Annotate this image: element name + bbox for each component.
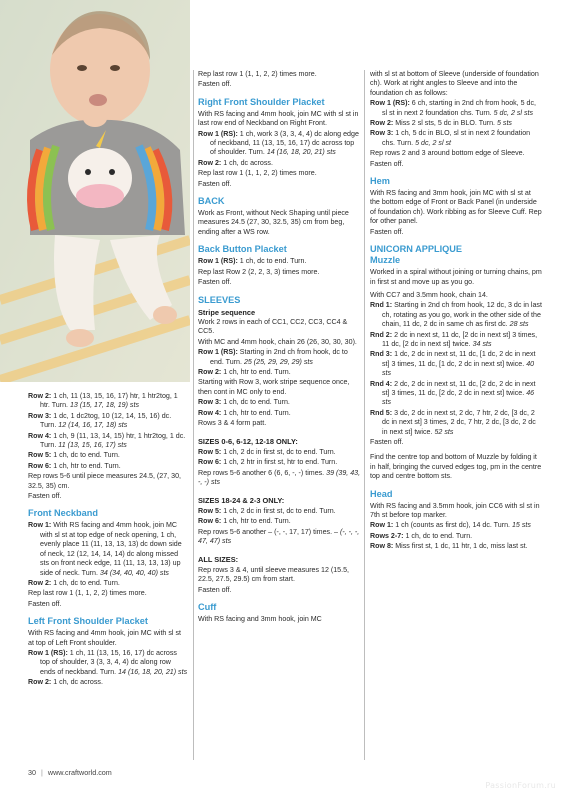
footer-url: www.craftworld.com xyxy=(47,768,112,777)
repeat-text: Rep last row 1 (1, 1, 2, 2) times more. xyxy=(198,70,317,78)
column-3 xyxy=(370,70,542,553)
pattern-row: Row 3: 1 ch, 5 dc in BLO, sl st in next 2 foundation chs. Turn. 5 dc, 2 sl st xyxy=(370,129,531,147)
pattern-row: Row 6: 1 ch, htr to end. Turn. xyxy=(198,517,291,526)
baby-photo xyxy=(0,0,190,382)
pattern-row: Row 2: 1 ch, dc across. xyxy=(28,678,103,687)
pattern-row: Row 1 (RS): 6 ch, starting in 2nd ch from hook, 5 dc, sl st in next 2 foundation chs. Turn. 5 dc, 2 sl sts xyxy=(370,99,537,117)
fasten-text: Fasten off. xyxy=(198,585,232,594)
pattern-row: Row 3: 1 dc, 1 dc2tog, 10 (12, 14, 15, 16) dc. Turn. 12 (14, 16, 17, 18) sts xyxy=(28,411,172,430)
pattern-row: Row 1 (RS): 1 ch, dc to end. Turn. xyxy=(198,257,307,266)
repeat-text: Rep rows 5-6 another 6 (6, 6, -, -) times. 39 (39, 43, -, -) sts xyxy=(198,468,361,486)
pattern-row: Row 1 (RS): Starting in 2nd ch from hook, dc to end. Turn. 25 (25, 29, 29, 29) sts xyxy=(198,348,348,366)
body-text: With RS facing and 3mm hook, join MC xyxy=(198,615,322,624)
section-title: UNICORN APPLIQUE xyxy=(370,244,463,255)
pattern-row: Row 4: 1 ch, 9 (11, 13, 14, 15) htr, 1 htr2tog, 1 dc. Turn. 11 (13, 15, 16, 17) sts xyxy=(28,431,186,450)
intro-text: With RS facing and 3.5mm hook, join CC6 with sl st in 7th st before top marker. xyxy=(370,501,540,520)
fasten-text: Fasten off. xyxy=(370,227,404,236)
body-text: Rows 3 & 4 form patt. xyxy=(198,418,267,427)
pattern-row: Row 1 (RS): 1 ch, work 3 (3, 3, 4, 4) dc along edge of neckband, 11 (13, 15, 16, 17) dc across top of shoulder. Turn. 14 (16, 18, 20, 21) sts xyxy=(198,129,359,157)
body-text: With CC7 and 3.5mm hook, chain 14. xyxy=(370,290,488,299)
section-title: Hem xyxy=(370,176,390,187)
column-divider-2 xyxy=(364,70,365,760)
fasten-text: Fasten off. xyxy=(28,492,62,501)
body-text: Rep rows 3 & 4, until sleeve measures 12 (15.5, 22.5, 27.5, 29.5) cm from start. xyxy=(198,565,350,584)
page-footer: 30 | www.craftworld.com xyxy=(28,768,112,777)
pattern-row: Row 8: Miss first st, 1 dc, 11 htr, 1 dc, miss last st. xyxy=(370,542,528,551)
section-title: Right Front Shoulder Placket xyxy=(198,96,325,107)
section-title: Front Neckband xyxy=(28,508,98,519)
intro-text: With RS facing and 4mm hook, join MC with sl st in last row end of Neckband on Right Front. xyxy=(198,109,359,128)
subsection-title: ALL SIZES: xyxy=(198,555,239,565)
section-subtitle: Muzzle xyxy=(370,255,401,266)
fasten-text: Fasten off. xyxy=(198,80,232,89)
pattern-row: Row 1 (RS): 1 ch, 11 (13, 15, 16, 17) dc across top of shoulder, 3 (3, 3, 4, 4) dc along row ends of neckband. Turn. 14 (16, 18, 20, 21) sts xyxy=(28,648,188,676)
pattern-row: Rnd 1: Starting in 2nd ch from hook, 12 dc, 3 dc in last ch, rotating as you go, work in the other side of the chain, 11 dc, 2 dc in same ch as first dc. 28 sts xyxy=(370,301,542,329)
subsection-title: SIZES 0-6, 6-12, 12-18 ONLY: xyxy=(198,437,298,447)
intro-text: With RS facing and 4mm hook, join MC with sl st at top of Left Front shoulder. xyxy=(28,629,181,647)
pattern-row: Row 2: Miss 2 sl sts, 5 dc in BLO. Turn. 5 sts xyxy=(370,119,512,128)
section-title: Back Button Placket xyxy=(198,244,287,255)
page-number: 30 xyxy=(28,768,36,777)
pattern-row: Rows 2-7: 1 ch, dc to end. Turn. xyxy=(370,531,473,540)
fasten-text: Fasten off. xyxy=(370,159,404,168)
pattern-row: Rnd 4: 2 dc, 2 dc in next st, 11 dc, [2 dc, 2 dc in next st] 3 times, 11 dc, [2 dc, 2 dc in next st] twice. 46 sts xyxy=(370,379,536,407)
fasten-text: Fasten off. xyxy=(198,179,232,188)
body-text: with sl st at bottom of Sleeve (underside of foundation ch). Work at right angles to Sleeve and into the foundation ch as follows: xyxy=(370,70,539,97)
repeat-text: Rep rows 5-6 until piece measures 24.5, (27, 30, 32.5, 35) cm. xyxy=(28,472,181,490)
section-title: Head xyxy=(370,488,393,499)
column-2 xyxy=(198,70,361,625)
body-text: Worked in a spiral without joining or turning chains, pm in first st and move up as you go. xyxy=(370,268,542,286)
pattern-row: Row 6: 1 ch, 2 htr in first st, htr to end. Turn. xyxy=(198,458,338,467)
intro-text: With MC and 4mm hook, chain 26 (26, 30, 30, 30). xyxy=(198,337,357,346)
repeat-text: Rep last row 1 (1, 1, 2, 2) times more. xyxy=(198,169,317,178)
row-list-top xyxy=(28,392,188,471)
pattern-row: Row 3: 1 ch, dc to end. Turn. xyxy=(198,398,290,407)
fasten-text: Fasten off. xyxy=(198,278,232,287)
subsection-title: SIZES 18-24 & 2-3 ONLY: xyxy=(198,496,285,506)
body-text: Work as Front, without Neck Shaping until piece measures 24.5 (27, 30, 32.5, 35) cm from beg, ending after a WS row. xyxy=(198,209,349,236)
pattern-row: Row 2: 1 ch, 11 (13, 15, 16, 17) htr, 1 htr2tog, 1 htr. Turn. 13 (15, 17, 18, 19) sts xyxy=(28,392,178,410)
watermark: PassionForum.ru xyxy=(485,781,556,790)
repeat-text: Rep last row 1 (1, 1, 2, 2) times more. xyxy=(28,589,147,598)
pattern-row: Row 2: 1 ch, dc across. xyxy=(198,158,273,167)
body-text: With RS facing and 3mm hook, join MC with sl st at the bottom edge of Front or Back Panel (in underside of foundation ch). Work ribbing as for Sleeve Cuff. Rep for other panel. xyxy=(370,189,542,226)
pattern-row: Row 5: 1 ch, 2 dc in first st, dc to end. Turn. xyxy=(198,506,336,515)
pattern-row: Rnd 5: 3 dc, 2 dc in next st, 2 dc, 7 htr, 2 dc, [3 dc, 2 dc in next st] 3 times, 2 dc, 7 htr, 2 dc, [3 dc, 2 dc in next st] twice. 52 sts xyxy=(370,408,536,436)
pattern-row: Row 4: 1 ch, htr to end. Turn. xyxy=(198,408,291,417)
column-1 xyxy=(28,392,188,689)
section-title: SLEEVES xyxy=(198,294,241,305)
section-title: Left Front Shoulder Placket xyxy=(28,616,148,627)
fasten-text: Fasten off. xyxy=(28,599,62,608)
body-text: Starting with Row 3, work stripe sequence once, then cont in MC only to end. xyxy=(198,378,350,396)
pattern-row: Rnd 2: 2 dc in next st, 11 dc, [2 dc in next st] 3 times, 11 dc, [2 dc in next st] twice. 34 sts xyxy=(370,330,538,348)
subsection-title: Stripe sequence xyxy=(198,307,256,317)
pattern-row: Row 6: 1 ch, htr to end. Turn. xyxy=(28,461,121,470)
repeat-text: Rep rows 2 and 3 around bottom edge of Sleeve. xyxy=(370,149,525,158)
body-text: Find the centre top and bottom of Muzzle by folding it in half, bringing the curved edges tog, pm in the centre top and centre bottom sts. xyxy=(370,453,542,481)
pattern-row: Row 2: 1 ch, htr to end. Turn. xyxy=(198,367,291,376)
pattern-row: Row 1: With RS facing and 4mm hook, join MC with sl st at top edge of neck opening, 1 ch, evenly place 11 (11, 13, 13, 13) dc down side of neck, 12 (12, 14, 14, 14) dc along missed sts on front neck edge, 11 (11, 13, 13, 13) up side of neck. Turn. 34 (34, 40, 40, 40) sts xyxy=(28,521,182,577)
body-text: Work 2 rows in each of CC1, CC2, CC3, CC4 & CC5. xyxy=(198,317,348,336)
column-divider-1 xyxy=(193,70,194,760)
pattern-row: Row 5: 1 ch, 2 dc in first st, dc to end. Turn. xyxy=(198,447,336,456)
section-title: BACK xyxy=(198,196,225,207)
pattern-row: Row 5: 1 ch, dc to end. Turn. xyxy=(28,451,120,460)
pattern-row: Row 2: 1 ch, dc to end. Turn. xyxy=(28,578,120,587)
section-title: Cuff xyxy=(198,602,217,613)
pattern-row: Row 1: 1 ch (counts as first dc), 14 dc. Turn. 15 sts xyxy=(370,521,531,530)
pattern-row: Rnd 3: 1 dc, 2 dc in next st, 11 dc, [1 dc, 2 dc in next st] 3 times, 11 dc, [1 dc, 2 dc in next st] twice. 40 sts xyxy=(370,350,536,378)
repeat-text: Rep last Row 2 (2, 2, 3, 3) times more. xyxy=(198,267,320,276)
fasten-text: Fasten off. xyxy=(370,438,404,446)
repeat-text: Rep rows 5-6 another – (-, -, 17, 17) times. – (-, -, -, 47, 47) sts xyxy=(198,527,360,546)
